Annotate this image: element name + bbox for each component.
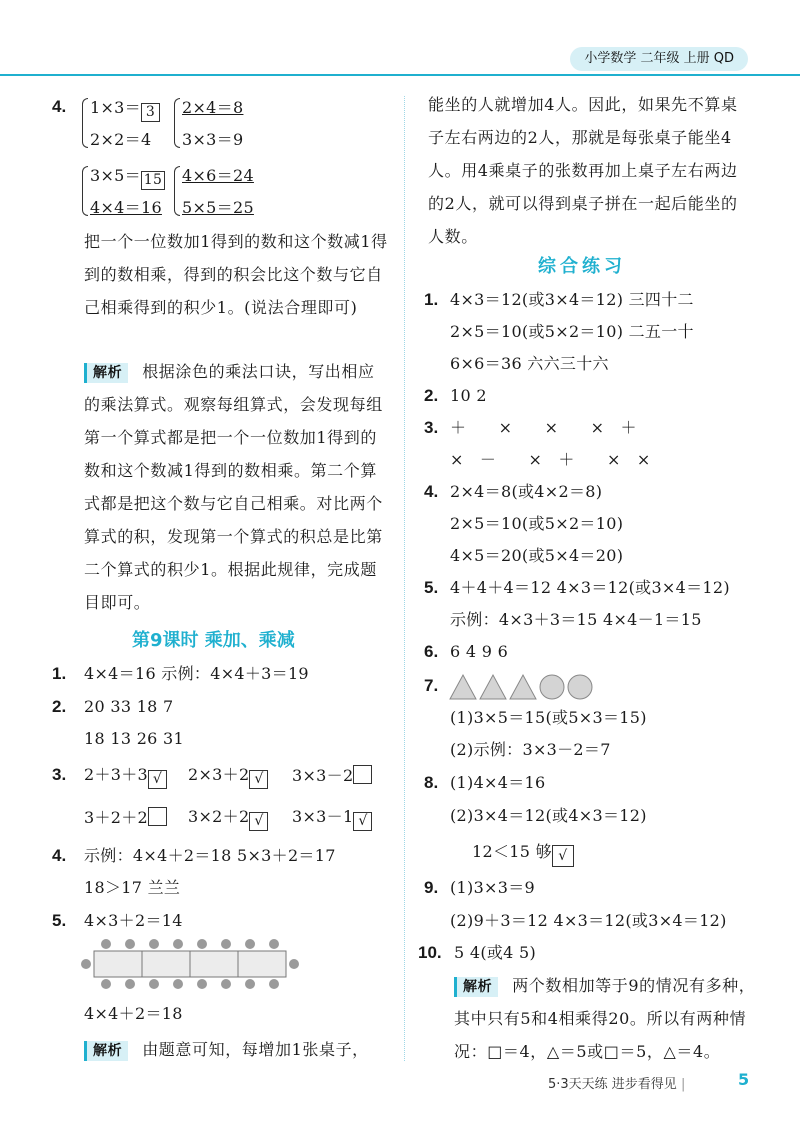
l1-answer: 4×4＝16 示例：4×4＋3＝19 — [84, 664, 309, 683]
page-number: 5 — [738, 1070, 750, 1089]
r9-number: 9. — [424, 878, 439, 897]
check-box: √ — [552, 845, 574, 867]
q4-eq: 1×3＝ 3 — [90, 98, 160, 122]
footer-slogan: 5·3天天练 进步看得见 | — [548, 1077, 686, 1092]
q4-eq: 2×4＝8 — [182, 98, 244, 117]
l1-number: 1. — [52, 664, 67, 683]
circle-shape — [540, 675, 564, 699]
column-divider — [404, 96, 405, 1061]
q4-eq: 5×5＝25 — [182, 198, 254, 217]
l4-number: 4. — [52, 846, 67, 865]
jiexi-tag: 解析 — [454, 977, 498, 997]
check-box: √ — [249, 770, 268, 789]
q4-eq: 4×4＝16 — [90, 198, 162, 217]
jiexi-block-1: 解析 根据涂色的乘法口诀，写出相应的乘法算式。观察每组算式，会发现每组第一个算式都是把一个一位数加1得到的数和这个数减1得到的数相乘。第二个算式都是把这个数与它自己相乘。对比两个算式的积，发现第一个算式的积总是比第二个算式的积少1。根据此规律，完成题目即可。 — [84, 362, 383, 612]
q4-eq: 4×6＝24 — [182, 166, 254, 185]
l3-item: 3×3－1 √ — [292, 807, 372, 831]
l5-row: 4×3＋2＝14 — [84, 911, 183, 930]
seat-dot — [197, 979, 207, 989]
l2-number: 2. — [52, 697, 67, 716]
r10-number: 10. — [418, 943, 442, 962]
brace — [82, 166, 88, 216]
q4-number: 4. — [52, 97, 67, 116]
r2-row: 10 2 — [450, 386, 487, 405]
seat-dot — [197, 939, 207, 949]
triangle-shape — [450, 675, 476, 699]
r5-row: 4＋4＋4＝12 4×3＝12(或3×4＝12) — [450, 578, 730, 597]
circle-shape — [568, 675, 592, 699]
jiexi-block-2: 解析 由题意可知，每增加1张桌子， — [84, 1033, 394, 1066]
l3-item: 3×3－2 — [292, 765, 372, 786]
q4-answer: 把一个一位数加1得到的数和这个数减1得到的数相乘，得到的积会比这个数与它自己相乘得到的积少1。(说法合理即可) — [84, 232, 388, 317]
l3-item: 2＋3＋3 √ — [84, 765, 167, 789]
seat-dot — [289, 959, 299, 969]
seat-dot — [173, 979, 183, 989]
check-box: √ — [148, 770, 167, 789]
r3-number: 3. — [424, 418, 439, 437]
q4-eq: 2×2＝4 — [90, 130, 152, 149]
l3-item: 2×3＋2 √ — [188, 765, 268, 789]
seat-dot — [269, 939, 279, 949]
brace — [174, 166, 180, 216]
r4-row: 4×5＝20(或5×4＝20) — [450, 546, 624, 565]
jiexi-tag: 解析 — [84, 1041, 128, 1061]
l3-item: 3＋2＋2 — [84, 807, 167, 828]
seat-dot — [173, 939, 183, 949]
seat-dot — [101, 979, 111, 989]
r1-row: 6×6＝36 六六三十六 — [450, 354, 609, 373]
seat-dot — [221, 979, 231, 989]
seat-dot — [81, 959, 91, 969]
brace — [82, 98, 88, 148]
r1-row: 4×3＝12(或3×4＝12) 三四十二 — [450, 290, 694, 309]
r4-number: 4. — [424, 482, 439, 501]
answer-box: 15 — [141, 171, 165, 190]
l2-row: 18 13 26 31 — [84, 729, 184, 748]
brace — [174, 98, 180, 148]
l3-number: 3. — [52, 765, 67, 784]
r8-number: 8. — [424, 773, 439, 792]
l4-row: 18＞17 兰兰 — [84, 878, 181, 897]
r8-row: (1)4×4＝16 — [450, 773, 546, 792]
shapes-row — [448, 672, 596, 702]
header-label: 小学数学 二年级 上册 QD — [570, 47, 748, 71]
check-box — [148, 807, 167, 826]
seat-dot — [269, 979, 279, 989]
section-title: 综合练习 — [538, 256, 626, 277]
r5-number: 5. — [424, 578, 439, 597]
r6-row: 6 4 9 6 — [450, 642, 509, 661]
l2-row: 20 33 18 7 — [84, 697, 174, 716]
check-box — [353, 765, 372, 784]
r4-row: 2×4＝8(或4×2＝8) — [450, 482, 603, 501]
seat-dot — [245, 939, 255, 949]
seat-dot — [101, 939, 111, 949]
r7-number: 7. — [424, 676, 439, 695]
r9-row: (1)3×3＝9 — [450, 878, 536, 897]
r3-row: × － × ＋ × × — [450, 450, 651, 469]
r9-row: (2)9＋3＝12 4×3＝12(或3×4＝12) — [450, 911, 727, 930]
r7-row: (2)示例：3×3－2＝7 — [450, 740, 611, 759]
check-box: √ — [353, 812, 372, 831]
seat-dot — [125, 979, 135, 989]
triangle-shape — [480, 675, 506, 699]
l5-row: 4×4＋2＝18 — [84, 1004, 183, 1023]
r8-row: (2)3×4＝12(或4×3＝12) — [450, 806, 647, 825]
r4-row: 2×5＝10(或5×2＝10) — [450, 514, 624, 533]
answer-box: 3 — [141, 103, 160, 122]
r7-row: (1)3×5＝15(或5×3＝15) — [450, 708, 647, 727]
seat-dot — [125, 939, 135, 949]
triangle-shape — [510, 675, 536, 699]
seat-dot — [149, 939, 159, 949]
r8-row: 12＜15 够 √ — [472, 842, 574, 867]
r5-row: 示例：4×3＋3＝15 4×4－1＝15 — [450, 610, 702, 629]
header-rule — [0, 74, 800, 76]
seat-dot — [149, 979, 159, 989]
seat-dot — [245, 979, 255, 989]
r2-number: 2. — [424, 386, 439, 405]
q4-eq: 3×3＝9 — [182, 130, 244, 149]
r6-number: 6. — [424, 642, 439, 661]
l4-row: 示例：4×4＋2＝18 5×3＋2＝17 — [84, 846, 336, 865]
lesson-title: 第9课时 乘加、乘减 — [132, 630, 295, 651]
jiexi-block-3: 解析 两个数相加等于9的情况有多种，其中只有5和4相乘得20。所以有两种情况：□＝4，△＝5或□＝5，△＝4。 — [454, 976, 756, 1061]
r3-row: ＋ × × × ＋ — [450, 418, 637, 437]
l3-item: 3×2＋2 √ — [188, 807, 268, 831]
l5-number: 5. — [52, 911, 67, 930]
tables-diagram — [80, 938, 300, 990]
seat-dot — [221, 939, 231, 949]
jiexi-continuation: 能坐的人就增加4人。因此，如果先不算桌子左右两边的2人，那就是每张桌子能坐4人。用4乘桌子的张数再加上桌子左右两边的2人，就可以得到桌子拼在一起后能坐的人数。 — [428, 95, 738, 246]
jiexi-tag: 解析 — [84, 363, 128, 383]
r1-row: 2×5＝10(或5×2＝10) 二五一十 — [450, 322, 694, 341]
r10-row: 5 4(或4 5) — [454, 943, 537, 962]
check-box: √ — [249, 812, 268, 831]
r1-number: 1. — [424, 290, 439, 309]
q4-eq: 3×5＝ 15 — [90, 166, 165, 190]
